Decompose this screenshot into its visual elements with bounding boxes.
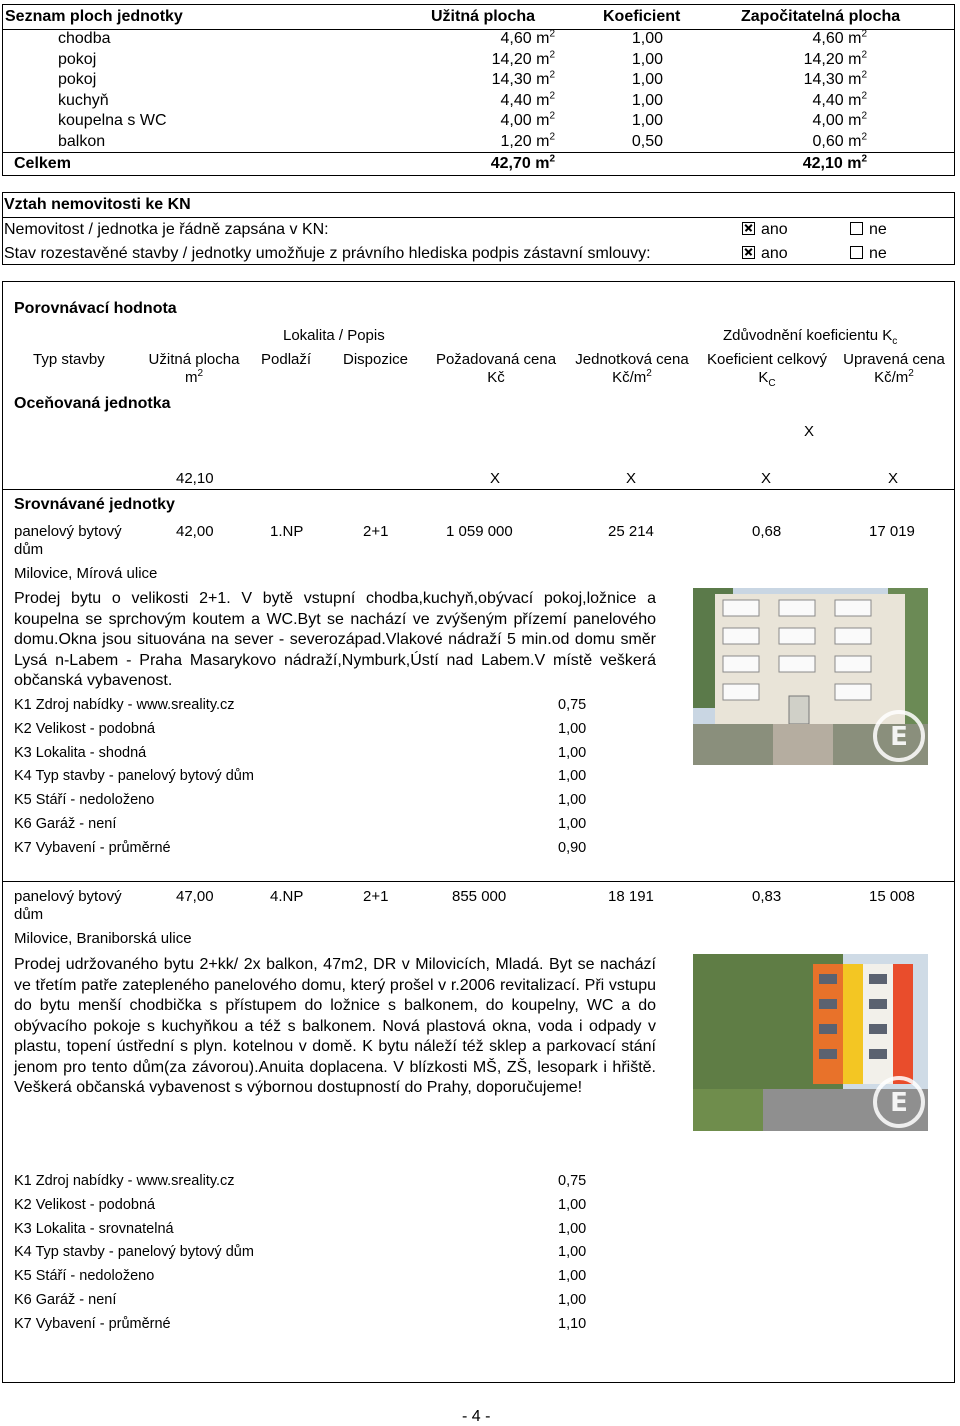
comp2-coef: 0,83 — [752, 888, 782, 905]
kn-row-registered-yes[interactable]: ano — [742, 221, 788, 239]
compared-units-title: Srovnávané jednotky — [14, 496, 175, 513]
comp1-disposition: 2+1 — [363, 523, 389, 540]
area-row-counted: 4,60 $m^2$ — [812, 28, 867, 47]
area-row-counted: 14,30 $m^2$ — [803, 69, 867, 88]
factor-label: K3 Lokalita - shodná — [14, 744, 147, 761]
area-row-area: 1,20 $m^2$ — [500, 131, 555, 150]
comparison-section — [2, 281, 955, 1383]
area-row-counted: 0,60 $m^2$ — [812, 131, 867, 150]
comp2-description: Prodej udržovaného bytu 2+kk/ 2x balkon, 47m2, DR v Milovicích, Mladá. Byt se nachází ve třetím patře zatepleného panelového domu, který prošel v r.2006 revitalizací. Při vstupu do bytu menší chodbička s přístupem do ložnice s balkonem, do koupelny, WC a do obývacího pokoje s kuchyňkou a též s balkonem. Nová plastová okna, voda i odpady v plastu, topení ústřední s plyn. kotelnou v domě. K bytu náleží též sklep a parkovací stání jenom pro tento dům(za závorou).Anuita doplacena. V blízkosti MŠ, ZŠ, lesopark i hřiště. Veškerá občanská vybavenost s výbornou dostupností do Prahy, doporučujeme! — [14, 956, 656, 1096]
comp2-unit-price: 18 191 — [608, 888, 654, 905]
area-row-area: 4,00 $m^2$ — [500, 110, 555, 129]
col-floor: Podlaží — [261, 351, 312, 368]
factor-label: K2 Velikost - podobná — [14, 1196, 156, 1213]
area-row-name: koupelna s WC — [58, 112, 167, 129]
factor-value: 1,00 — [558, 1244, 587, 1261]
kn-divider — [2, 217, 955, 218]
factor-value: 1,00 — [558, 744, 587, 761]
comp1-adjusted: 17 019 — [869, 523, 915, 540]
factor-label: K6 Garáž - není — [14, 816, 117, 832]
area-total-label: Celkem — [14, 155, 71, 172]
factor-label: K3 Lokalita - srovnatelná — [14, 1220, 174, 1237]
comp2-price: 855 000 — [452, 888, 507, 905]
comp1-coef: 0,68 — [752, 523, 782, 540]
checkbox-checked-icon — [742, 222, 755, 235]
colorful-building-photo-icon — [693, 954, 928, 1131]
comp1-floor: 1.NP — [270, 523, 304, 540]
checkbox-empty-icon — [850, 246, 863, 259]
area-row-name: balkon — [58, 132, 106, 150]
kn-title: Vztah nemovitosti ke KN — [4, 196, 191, 213]
comparison-title: Porovnávací hodnota — [14, 300, 177, 317]
comp1-description: Prodej bytu o velikosti 2+1. V bytě vstupní chodba,kuchyň,obývací pokoj,ložnice a koupelna se sprchovým koutem a WC.Byt se nachází ve zvýšeným přízemí panelového domu.Okna jsou situována na sever - severozápad.Vlakové nádraží 5 min.od domu směr Lysá n-Labem - Praha Masarykovo nádraží,Nymburk,Ústí nad Labem.V místě veškerá občanská vybavenost. — [14, 590, 656, 689]
area-row-name: pokoj — [58, 50, 97, 68]
area-total-counted: 42,10 $m^2$ — [802, 153, 867, 172]
apartment-building-photo-icon — [693, 588, 928, 765]
area-total-area: 42,70 $m^2$ — [490, 153, 555, 172]
valued-x-unit: X — [626, 470, 637, 487]
checkbox-empty-icon — [850, 222, 863, 235]
area-row-counted: 4,00 $m^2$ — [812, 110, 867, 129]
factor-label: K5 Stáří - nedoloženo — [14, 1268, 155, 1285]
factor-value: 1,00 — [558, 1292, 587, 1308]
area-row-coef: 1,00 — [631, 91, 663, 109]
col-unit-price: Jednotková cena $Kč/m^2$ — [575, 351, 689, 386]
factor-value: 1,00 — [558, 1268, 587, 1285]
factor-value: 1,00 — [558, 768, 587, 785]
comp1-photo — [693, 588, 928, 765]
valued-x-top: X — [804, 423, 815, 440]
comp1-divider — [2, 881, 955, 882]
page-number: - 4 - — [462, 1408, 491, 1425]
area-table-total-divider — [2, 152, 955, 153]
valued-unit-title: Oceňovaná jednotka — [14, 395, 171, 412]
factor-label: K4 Typ stavby - panelový bytový dům — [14, 1244, 254, 1261]
comp2-area: 47,00 — [176, 888, 214, 905]
valued-x-price: X — [490, 470, 501, 487]
factor-label: K4 Typ stavby - panelový bytový dům — [14, 768, 254, 785]
watermark-letter: E — [890, 1088, 908, 1118]
factor-value: 1,00 — [558, 1196, 587, 1213]
area-table-header-name: Seznam ploch jednotky — [5, 8, 183, 25]
kn-row-registered-no[interactable]: ne — [850, 221, 887, 239]
factor-value: 1,00 — [558, 792, 587, 809]
factor-label: K2 Velikost - podobná — [14, 720, 156, 737]
area-row-coef: 1,00 — [631, 112, 663, 129]
valued-divider — [2, 489, 955, 490]
factor-label: K1 Zdroj nabídky - www.sreality.cz — [14, 697, 235, 713]
area-row-counted: 4,40 $m^2$ — [812, 90, 867, 109]
col-area: Užitná plocha $m^2$ — [148, 351, 240, 386]
valued-x-coef: X — [761, 470, 772, 487]
area-row-area: 4,60 $m^2$ — [500, 28, 555, 47]
factor-value: 0,75 — [558, 1173, 587, 1189]
col-disp: Dispozice — [343, 351, 409, 368]
kn-row-registered-text: Nemovitost / jednotka je řádně zapsána v KN: — [4, 221, 329, 238]
comp1-price: 1 059 000 — [446, 523, 513, 540]
comp1-area: 42,00 — [176, 523, 214, 540]
kn-row-pledge-yes[interactable]: ano — [742, 245, 788, 263]
factor-value: 0,90 — [558, 839, 587, 856]
comp2-floor: 4.NP — [270, 888, 304, 905]
area-row-coef: 1,00 — [631, 71, 663, 88]
factor-value: 0,75 — [558, 697, 587, 713]
area-row-counted: 14,20 $m^2$ — [803, 49, 867, 68]
factor-label: K7 Vybavení - průměrné — [14, 1315, 171, 1332]
factor-label: K7 Vybavení - průměrné — [14, 839, 171, 856]
area-row-name: chodba — [58, 30, 111, 47]
area-row-area: 14,20 $m^2$ — [491, 49, 555, 68]
area-row-area: 4,40 $m^2$ — [500, 90, 555, 109]
area-row-name: pokoj — [58, 71, 97, 88]
comp2-adjusted: 15 008 — [869, 888, 915, 905]
factor-value: 1,00 — [558, 816, 587, 832]
area-row-coef: 1,00 — [631, 30, 663, 47]
factor-value: 1,00 — [558, 720, 587, 737]
factor-label: K6 Garáž - není — [14, 1292, 117, 1308]
comp2-disposition: 2+1 — [363, 888, 389, 905]
col-coef: Koeficient celkový $K_C$ — [706, 351, 828, 389]
group-coef-reason: Zdůvodnění koeficientu $K_c$ — [723, 327, 898, 347]
valued-x-adjusted: X — [888, 470, 899, 487]
valued-area: 42,10 — [176, 470, 214, 487]
comp2-location: Milovice, Braniborská ulice — [14, 930, 192, 947]
col-typ: Typ stavby — [33, 351, 105, 368]
comp1-location: Milovice, Mírová ulice — [14, 565, 158, 582]
area-row-name: kuchyň — [58, 91, 109, 109]
kn-row-pledge-no[interactable]: ne — [850, 245, 887, 263]
checkbox-checked-icon — [742, 246, 755, 259]
area-table-header-area: Užitná plocha — [431, 8, 536, 25]
area-row-coef: 0,50 — [631, 132, 663, 150]
area-row-coef: 1,00 — [631, 50, 663, 68]
factor-value: 1,00 — [558, 1220, 587, 1237]
factor-value: 1,10 — [558, 1315, 587, 1332]
col-price: Požadovaná cena Kč — [435, 351, 557, 386]
col-adjusted: Upravená cena $Kč/m^2$ — [843, 351, 945, 386]
factor-label: K5 Stáří - nedoloženo — [14, 792, 155, 809]
kn-row-pledge-text: Stav rozestavěné stavby / jednotky umožňuje z právního hlediska podpis zástavní smlouvy: — [4, 245, 651, 262]
factor-label: K1 Zdroj nabídky - www.sreality.cz — [14, 1173, 235, 1189]
watermark-letter: E — [890, 722, 908, 752]
comp2-type: panelový bytový dům — [14, 888, 122, 923]
comp1-unit-price: 25 214 — [608, 523, 654, 540]
comp2-photo — [693, 954, 928, 1131]
comp1-type: panelový bytový dům — [14, 523, 122, 558]
area-row-area: 14,30 $m^2$ — [491, 69, 555, 88]
area-table-header-coef: Koeficient — [603, 8, 681, 25]
area-table-header-counted: Započitatelná plocha — [741, 8, 901, 25]
group-location: Lokalita / Popis — [283, 327, 385, 344]
